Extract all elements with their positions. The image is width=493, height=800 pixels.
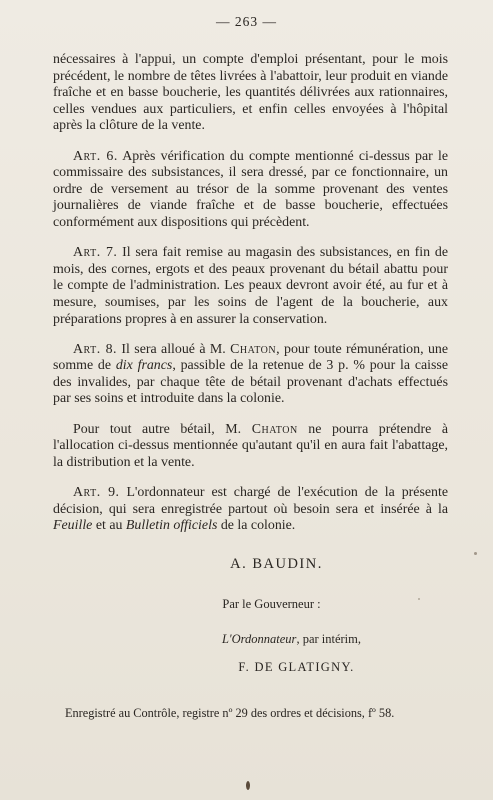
article-text: , passible de la retenue de 3 p. % pour la caisse des invalides, par chaque tête de bétail provenant d'achats effectués par ses soins et introduite dans la colonie.: [53, 358, 448, 407]
ink-blot: [246, 781, 250, 790]
ink-speck: [418, 598, 420, 600]
article-text: Il sera alloué à M.: [121, 341, 226, 357]
paragraph-other-cattle: [53, 422, 448, 472]
paragraph-text: ne pourra prétendre à l'allocation ci-dessus mentionnée qu'autant qu'il en aura fait l'abattage, la distribution et la vente.: [53, 421, 449, 470]
article-6: [53, 149, 448, 232]
publication-bulletin: Bulletin officiels: [125, 518, 218, 534]
person-name: Chaton: [251, 421, 298, 437]
ordonnateur-signature: F. DE GLATIGNY.: [238, 660, 355, 674]
paragraph-text: Pour tout autre bétail, M.: [73, 421, 242, 437]
article-text: Après vérification du compte mentionné ci-dessus par le commissaire des subsistances, il sera dressé, par ce fonctionnaire, un ordre de versement au trésor de la somme provenant des ventes journalières de viande fraîche et de basse boucherie, effectuées conformément aux dispositions qui précèdent.: [53, 148, 448, 230]
paragraph-continuation: [53, 52, 448, 135]
article-label: Art. 7.: [73, 245, 118, 261]
signature-by-line: Par le Gouverneur :: [222, 597, 321, 611]
article-8: [53, 342, 448, 408]
ordonnateur-role: [0, 632, 493, 647]
article-text: L'ordonnateur est chargé de l'exécution de la présente décision, qui sera enregistrée partout où besoin sera et insérée à la: [53, 485, 448, 517]
article-7: [53, 245, 448, 328]
paragraph-text: nécessaires à l'appui, un compte d'emploi présentant, pour le mois précédent, le nombre de têtes livrées à l'abattoir, leur produit en viande fraîche et en basse boucherie, les quantités délivrées aux rationnaires, celles vendues aux particuliers, et enfin celles envoyées à l'hôpital après la clôture de la vente.: [53, 52, 448, 134]
page-number: — 263 —: [216, 14, 277, 29]
article-9: [53, 485, 448, 535]
article-text: et au: [95, 518, 123, 534]
article-text: , pour toute rémunération, une somme de: [53, 341, 448, 374]
amount-italic: dix francs: [115, 358, 173, 374]
body-text: [53, 52, 448, 548]
ink-speck: [474, 552, 477, 555]
governor-signature: A. BAUDIN.: [230, 556, 323, 572]
registration-note: Enregistré au Contrôle, registre nº 29 des ordres et décisions, fº 58.: [65, 706, 395, 720]
publication-feuille: Feuille: [53, 518, 93, 534]
article-label: Art. 9.: [73, 485, 120, 501]
person-name: Chaton: [230, 341, 277, 357]
article-label: Art. 6.: [73, 148, 118, 164]
article-text: Il sera fait remise au magasin des subsistances, en fin de mois, des cornes, ergots et des peaux provenant du bétail abattu pour le compte de l'administration. Les peaux devront avoir été, au fur et à mesure, soumises, par les soins de l'agent de la boucherie, aux préparations propres à en assurer la conservation.: [53, 245, 448, 327]
article-text: de la colonie.: [220, 518, 296, 534]
role-rest: , par intérim,: [296, 632, 362, 646]
role-italic: L'Ordonnateur: [221, 632, 297, 646]
article-label: Art. 8.: [73, 341, 117, 357]
